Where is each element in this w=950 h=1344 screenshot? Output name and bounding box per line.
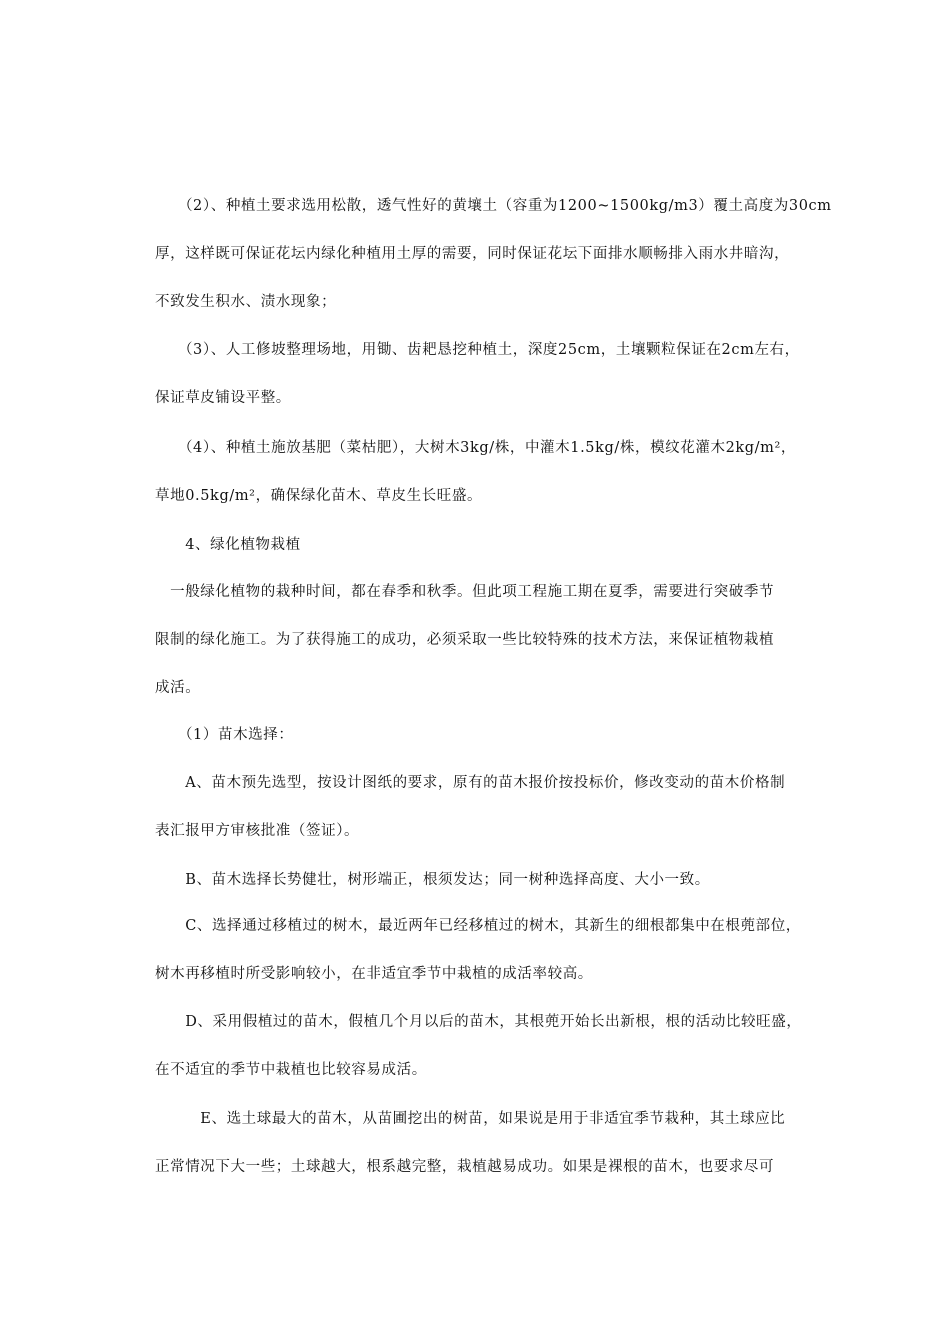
- paragraph-base-fertilizer: [155, 424, 845, 520]
- text-line: （4）、种植土施放基肥（菜枯肥），大树木3kg/株，中灌木1.5kg/株，模纹花灌木2kg/m²，: [155, 440, 797, 456]
- text-line: 树木再移植时所受影响较小，在非适宜季节中栽植的成活率较高。: [155, 966, 593, 982]
- text-line: 厚，这样既可保证花坛内绿化种植用土厚的需要，同时保证花坛下面排水顺畅排入雨水井暗沟，: [155, 246, 790, 262]
- text-line: （2）、种植土要求选用松散，透气性好的黄壤土（容重为1200~1500kg/m3）覆土高度为30cm: [155, 198, 832, 214]
- text-line: 不致发生积水、渍水现象；: [155, 294, 337, 310]
- text-line: （1）苗木选择：: [155, 727, 294, 743]
- text-line: 成活。: [155, 680, 201, 696]
- text-line: 保证草皮铺设平整。: [155, 390, 291, 406]
- text-line: 表汇报甲方审核批准（签证）。: [155, 823, 360, 839]
- text-line: 正常情况下大一些；土球越大，根系越完整，栽植越易成功。如果是裸根的苗木，也要求尽可: [155, 1159, 775, 1175]
- text-line: 在不适宜的季节中栽植也比较容易成活。: [155, 1062, 427, 1078]
- paragraph-soil-requirements: [155, 182, 845, 326]
- list-item-b: [155, 856, 845, 904]
- text-line: 4、绿化植物栽植: [155, 537, 301, 553]
- paragraph-planting-intro: [155, 568, 845, 712]
- section-heading-planting: [155, 521, 845, 569]
- list-item-c: [155, 902, 845, 998]
- list-item-e: [155, 1095, 845, 1191]
- text-line: （3）、人工修坡整理场地，用锄、齿耙恳挖种植土，深度25cm，土壤颗粒保证在2cm左右，: [155, 342, 800, 358]
- paragraph-site-grading: [155, 326, 845, 422]
- text-line: E、选土球最大的苗木，从苗圃挖出的树苗，如果说是用于非适宜季节栽种，其土球应比: [155, 1111, 786, 1127]
- text-line: 限制的绿化施工。为了获得施工的成功，必须采取一些比较特殊的技术方法，来保证植物栽植: [155, 632, 775, 648]
- subheading-seedling-selection: [155, 711, 845, 759]
- text-line: D、采用假植过的苗木，假植几个月以后的苗木，其根蔸开始长出新根，根的活动比较旺盛，: [155, 1014, 802, 1030]
- list-item-a: [155, 759, 845, 855]
- text-line: A、苗木预先选型，按设计图纸的要求，原有的苗木报价按投标价，修改变动的苗木价格制: [155, 775, 786, 791]
- text-line: C、选择通过移植过的树木，最近两年已经移植过的树木，其新生的细根都集中在根蔸部位，: [155, 918, 801, 934]
- list-item-d: [155, 998, 845, 1094]
- text-line: 一般绿化植物的栽种时间，都在春季和秋季。但此项工程施工期在夏季，需要进行突破季节: [155, 584, 775, 600]
- text-line: 草地0.5kg/m²，确保绿化苗木、草皮生长旺盛。: [155, 488, 483, 504]
- text-line: B、苗木选择长势健壮，树形端正，根须发达；同一树种选择高度、大小一致。: [155, 872, 710, 888]
